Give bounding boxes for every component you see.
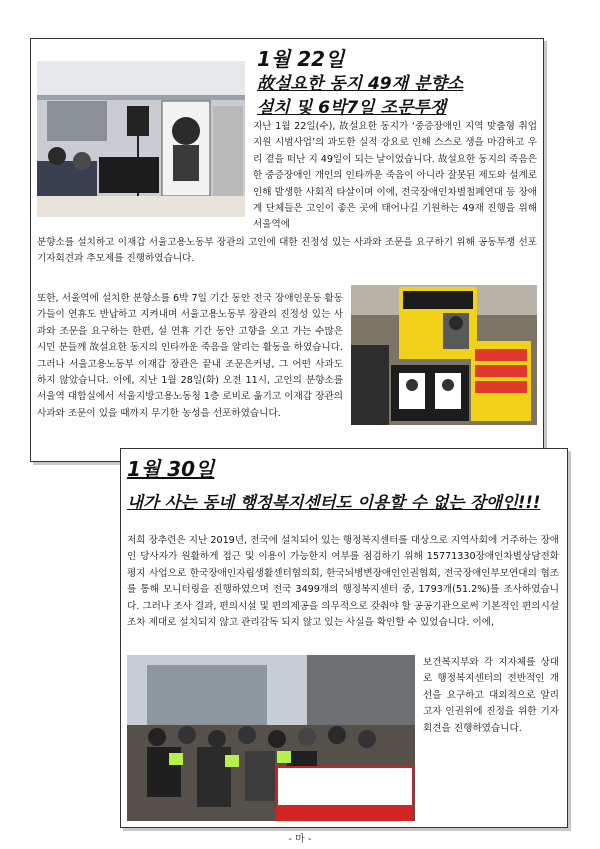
press-conference-photo-svg [127,655,415,821]
section-1-paragraph-2: 또한, 서울역에 설치한 분향소를 6박 7일 기간 동안 전국 장애인운동 활동가들이 연휴도 반납하고 지켜내며 서울고용노동부 장관의 진정성 있는 사과와 조문을 요구하는 한편, 설 연휴 기간 동안 고향을 오고 가는 수많은 시민 분들께 故설요한 동지의 인타까운 죽음을 알리는 활동을 하였습니다. 그러나 서울고용노동부 이재갑 장관은 끝내 조문은커녕, 그 어떤 사과도 하지 않았습니다. 이에, 지난 1월 28일(화) 오전 11시, 고인의 분향소를 서울역 대합실에서 서울지방고용노동청 1층 로비로 옮기고 이재갑 장관의 사과와 조문이 있을 때까지 무기한 농성을 선포하였습니다. [37,293,343,419]
press-conference-photo [127,655,415,821]
section-1-paragraph-full: 분향소를 설치하고 이재갑 서울고용노동부 장관의 고인에 대한 진정성 있는 사과와 조문을 요구하기 위해 공동투쟁 선포 기자회견과 추모제를 진행하였습니다. [37,237,537,265]
section-1-box [30,38,544,462]
section-2-date: 1월 30일 [127,457,215,481]
section-2-paragraph-full: 저희 장추련은 지난 2019년, 전국에 설치되어 있는 행정복지센터를 대상으로 지역사회에 거주하는 장애인 당사자가 원활하게 접근 및 이용이 가능한지 여부를 점검하기 위해 15771330장애인차별상담전화 평지 사업으로 한국장애인자립생활센터협의회, 한국뇌병변장애인인권협회, 전국장애인부모연대의 협조를 통해 모니터링을 진행하였으며 전국 3499개의 행정복지센터 중, 1793개(51.2%)를 조사하였습니다. 그러나 조사 결과, 편의시설 및 편의제공을 의무적으로 갖춰야 할 공공기관으로써 기본적인 편의시설조차 제대로 설치되지 않고 관리감독 되지 않고 있는 사실을 확인할 수 있었습니다. 이에, [127,535,559,629]
section-1-paragraph-side: 지난 1월 22일(수), 故설요한 동지가 ‘중증장애인 지역 맞춤형 취업지원 시범사업’의 과도한 실적 강요로 인해 스스로 생을 마감하고 우리 곁을 떠난 지 49일이 되는 날이었습니다. 故설요한 동지의 죽음은 한 중증장애인 개인의 인타까운 죽음이 아니라 잘못된 제도와 설계로 인해 발생한 사회적 타살이며 이에, 전국장애인차별철폐연대 등 장애계 단체들은 고인이 좋은 곳에 태어나길 기원하는 49재 진행을 위해 서울역에 [253,121,537,231]
memorial-photo [37,61,245,217]
office-memorial-photo [351,285,537,425]
section-2-paragraph-side: 보건복지부와 각 지자체를 상대로 행정복지센터의 전반적인 개선을 요구하고 대외적으로 알리고자 인권위에 진정을 위한 기자회견을 진행하였습니다. [423,657,559,734]
section-2-box [120,448,568,828]
office-memorial-photo-svg [351,285,537,425]
page-number: - 마 - [288,834,312,845]
section-1-date: 1월 22일 [257,47,345,71]
memorial-photo-svg [37,61,245,217]
section-1-title-line2: 설치 및 6박7일 조문투쟁 [257,98,447,118]
section-1-title-line1: 故설요한 동지 49재 분향소 [257,74,464,94]
section-2-title: 내가 사는 동네 행정복지센터도 이용할 수 없는 장애인!!! [127,493,541,512]
